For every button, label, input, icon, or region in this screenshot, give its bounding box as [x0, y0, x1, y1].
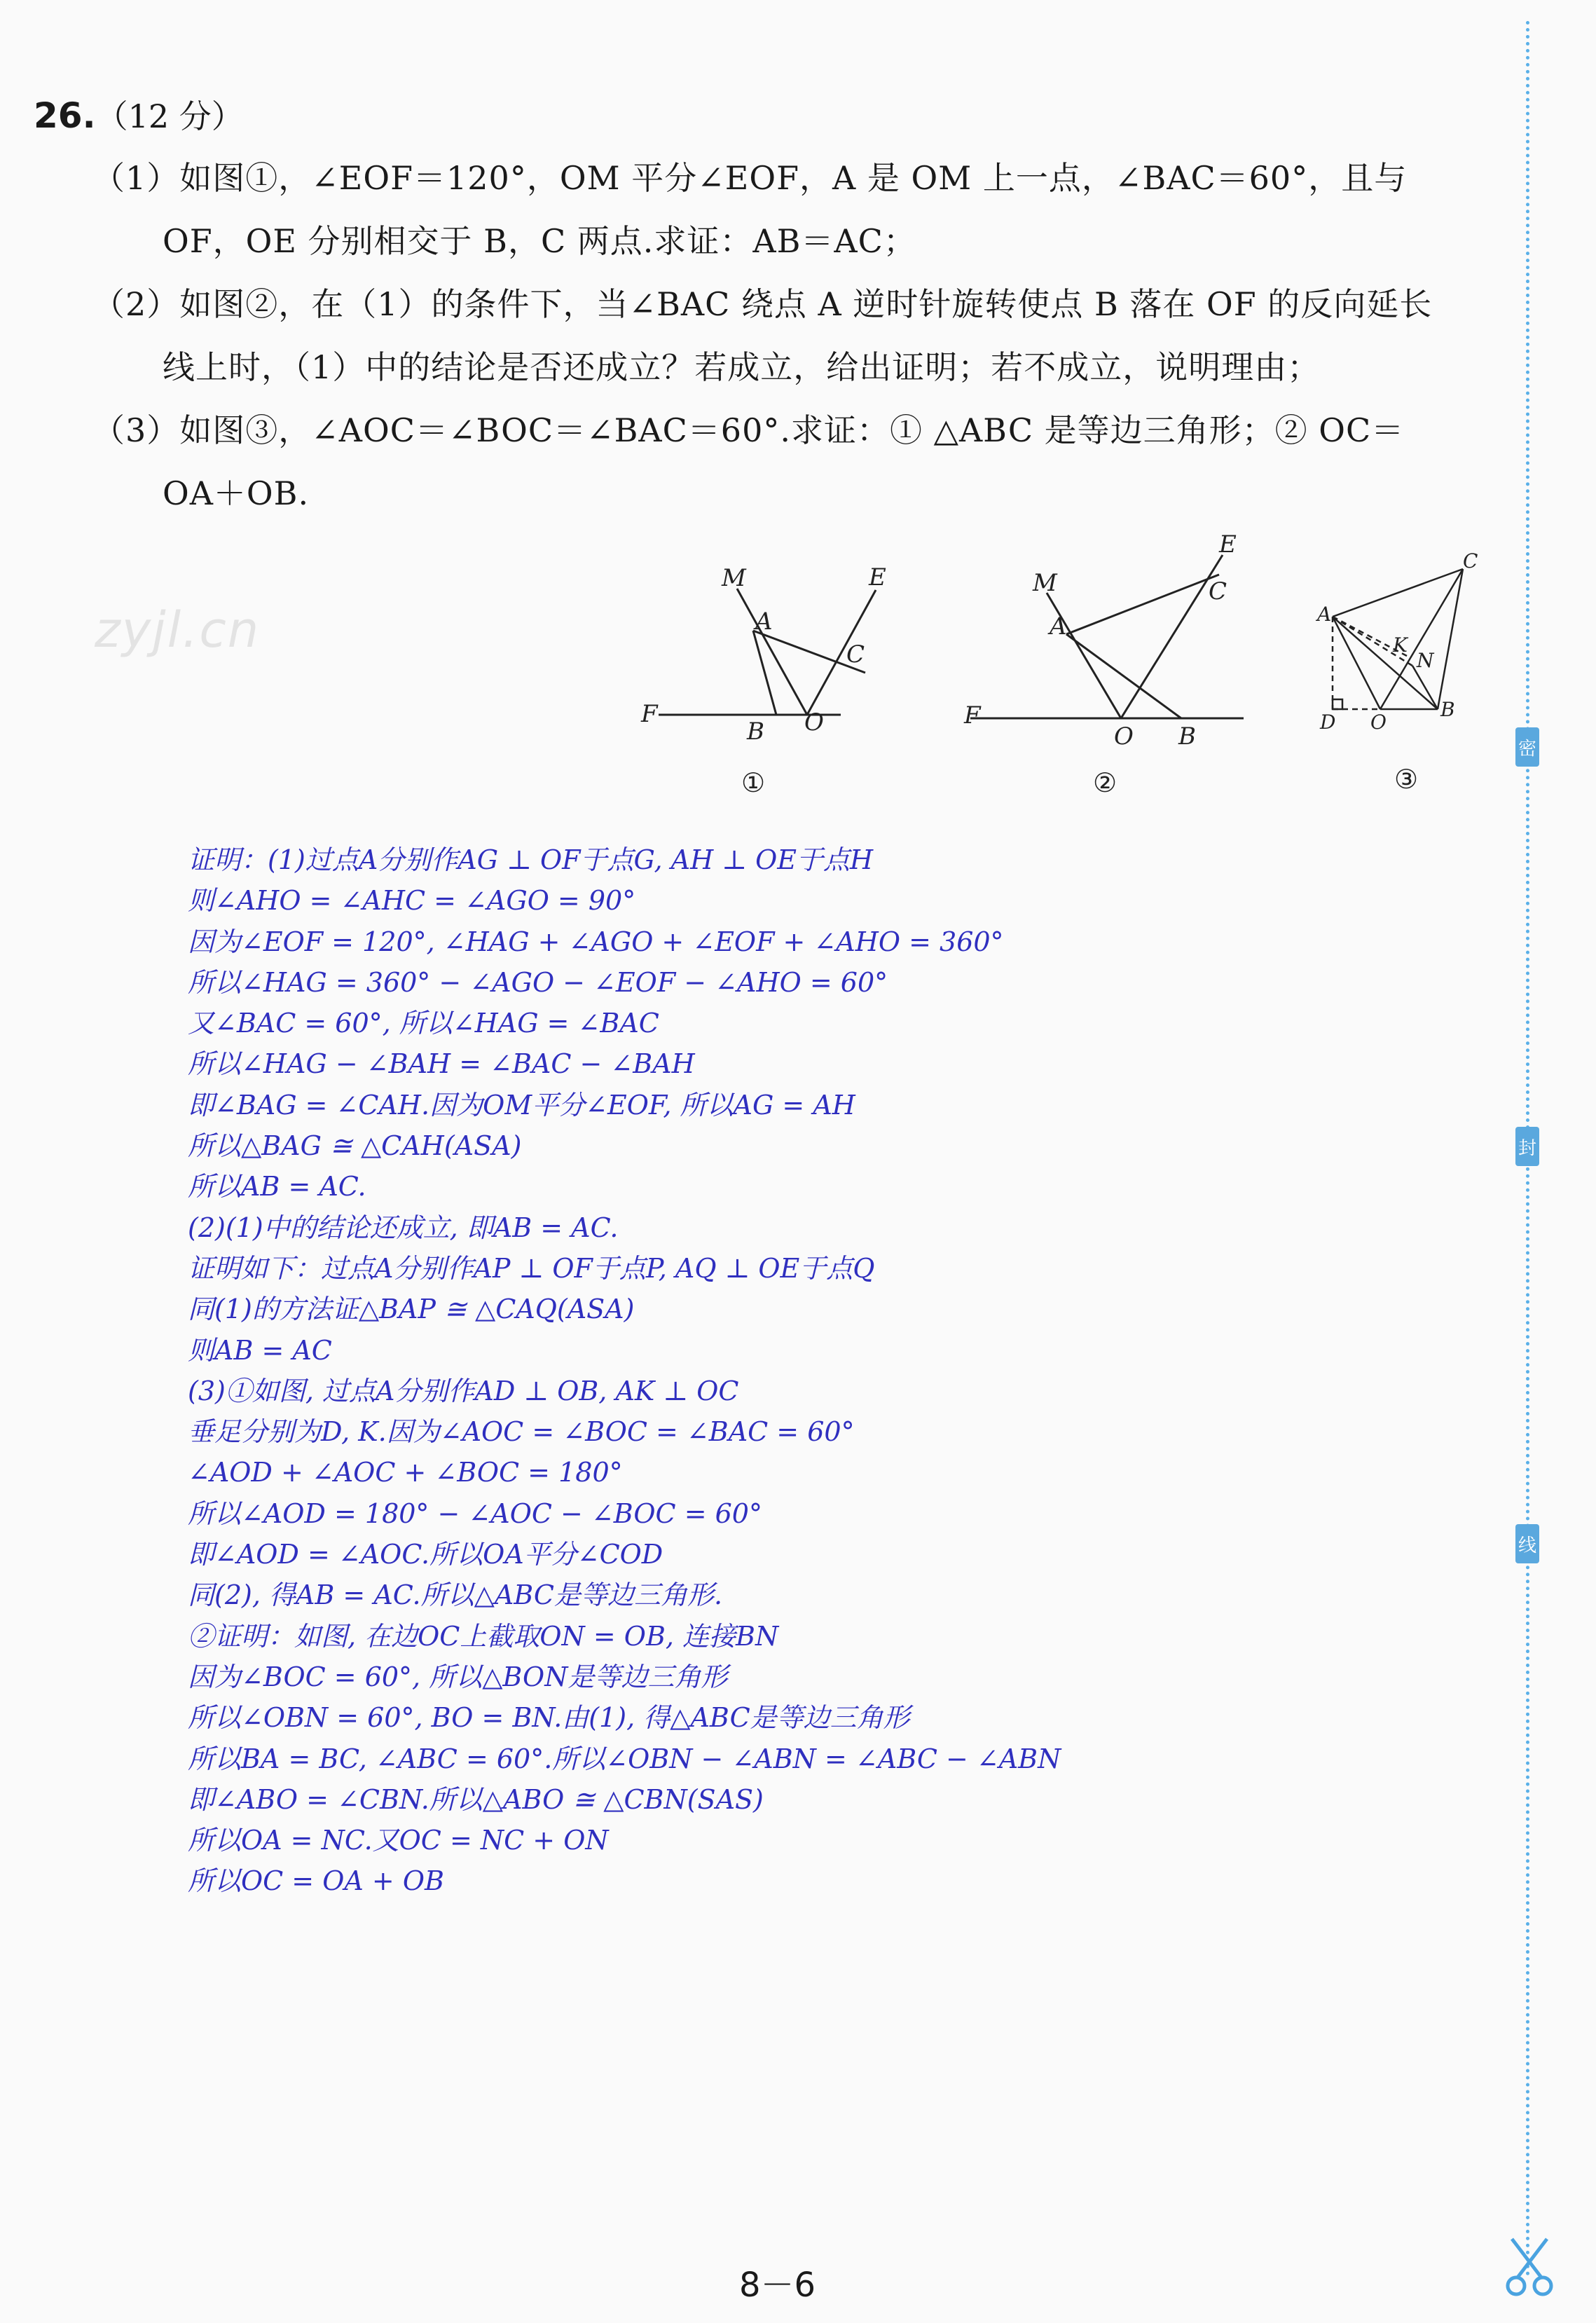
fig2-line-ab: [1066, 634, 1181, 718]
fig3-label-b: B: [1440, 698, 1455, 721]
solution-line: 垂足分别为D, K.因为∠AOC = ∠BOC = ∠BAC = 60°: [188, 1416, 855, 1448]
fig2-label-o: O: [1114, 722, 1134, 751]
solution-line: ②证明：如图, 在边OC上截取ON = OB, 连接BN: [188, 1620, 779, 1652]
fig1-label-f: F: [641, 700, 658, 728]
fig1-label-b: B: [747, 718, 764, 746]
fig3-line-ac: [1333, 569, 1463, 617]
solution-line: 又∠BAC = 60°, 所以∠HAG = ∠BAC: [188, 1008, 659, 1039]
fig1-label-e: E: [869, 563, 886, 591]
fig3-label-a: A: [1317, 603, 1332, 626]
watermark: zyjl.cn: [95, 601, 261, 659]
solution-block: [188, 840, 1061, 1902]
fig1-label-a: A: [755, 608, 773, 636]
solution-line: 则∠AHO = ∠AHC = ∠AGO = 90°: [188, 885, 636, 917]
fig2-line-ac: [1066, 575, 1219, 634]
problem-line-1: （1）如图①，∠EOF＝120°，OM 平分∠EOF，A 是 OM 上一点，∠BAC＝60°，且与: [92, 159, 1408, 197]
fig2-label-f: F: [964, 701, 981, 729]
solution-line: 证明如下：过点A分别作AP ⊥ OF于点P, AQ ⊥ OE于点Q: [188, 1252, 875, 1284]
fig1-label-c: C: [846, 640, 865, 669]
solution-line: 所以△BAG ≅ △CAH(ASA): [188, 1130, 522, 1162]
solution-line: ∠AOD + ∠AOC + ∠BOC = 180°: [188, 1457, 623, 1488]
solution-line: 同(1)的方法证△BAP ≅ △CAQ(ASA): [188, 1294, 635, 1325]
solution-line: 所以∠HAG = 360° − ∠AGO − ∠EOF − ∠AHO = 60°: [188, 966, 888, 998]
side-tab-seal: 密: [1515, 727, 1539, 767]
figure-1-labels: [640, 563, 886, 746]
solution-line: (2)(1)中的结论还成立, 即AB = AC.: [188, 1212, 619, 1243]
fig1-line-ab: [753, 631, 776, 715]
fig3-label-k: K: [1393, 633, 1408, 657]
problem-number: 26.: [34, 95, 96, 136]
solution-line: 所以∠HAG − ∠BAH = ∠BAC − ∠BAH: [188, 1048, 695, 1080]
fig3-line-nb: [1412, 666, 1438, 709]
fig2-label-b: B: [1178, 722, 1196, 751]
solution-line: 因为∠BOC = 60°, 所以△BON是等边三角形: [188, 1661, 728, 1692]
problem-line-3: （2）如图②，在（1）的条件下，当∠BAC 绕点 A 逆时针旋转使点 B 落在 OF 的反向延长: [92, 285, 1433, 323]
solution-line: 所以OC = OA + OB: [188, 1865, 444, 1897]
problem-line-5: （3）如图③，∠AOC＝∠BOC＝∠BAC＝60°.求证：① △ABC 是等边三角形；② OC＝: [92, 411, 1405, 449]
fig2-label-m: M: [1033, 569, 1057, 597]
fig2-label-a: A: [1050, 612, 1067, 640]
figure-3-labels: [1315, 549, 1478, 734]
solution-line: (3)①如图, 过点A分别作AD ⊥ OB, AK ⊥ OC: [188, 1375, 739, 1406]
solution-line: 所以OA = NC.又OC = NC + ON: [188, 1825, 609, 1856]
fig2-line-om: [1047, 593, 1121, 718]
problem-points: （12 分）: [95, 97, 244, 135]
fig1-caption: ①: [741, 767, 766, 798]
fig3-label-c: C: [1463, 549, 1478, 573]
fig1-label-o: O: [804, 708, 824, 736]
side-tab-line: 线: [1515, 1524, 1539, 1563]
solution-line: 即∠ABO = ∠CBN.所以△ABO ≅ △CBN(SAS): [188, 1783, 764, 1815]
figures: [617, 519, 1513, 813]
figures-svg: [617, 519, 1513, 813]
fig2-label-c: C: [1209, 577, 1227, 605]
fig3-label-d: D: [1320, 711, 1336, 734]
solution-line: 所以∠AOD = 180° − ∠AOC − ∠BOC = 60°: [188, 1498, 762, 1529]
solution-line: 即∠BAG = ∠CAH.因为OM平分∠EOF, 所以AG = AH: [188, 1089, 855, 1121]
solution-line: 即∠AOD = ∠AOC.所以OA平分∠COD: [188, 1539, 663, 1570]
solution-line: 则AB = AC: [188, 1334, 332, 1366]
fig1-label-m: M: [722, 564, 746, 592]
fig1-line-oe: [807, 590, 876, 715]
fig3-label-n: N: [1417, 649, 1434, 672]
scissors-icon: [1505, 2235, 1554, 2301]
solution-line: 所以AB = AC.: [188, 1171, 366, 1202]
fig3-line-oa: [1333, 617, 1380, 709]
solution-line: 所以∠OBN = 60°, BO = BN.由(1), 得△ABC是等边三角形: [188, 1702, 910, 1734]
side-tab-fold: 封: [1515, 1127, 1539, 1166]
solution-line: 同(2), 得AB = AC.所以△ABC是等边三角形.: [188, 1579, 723, 1611]
page-number: 8－6: [739, 2266, 816, 2305]
figure-2: [970, 555, 1244, 718]
problem-line-6: OA＋OB.: [163, 474, 310, 512]
fig3-caption: ③: [1394, 764, 1419, 795]
solution-line: 所以BA = BC, ∠ABC = 60°.所以∠OBN − ∠ABN = ∠ABC − ∠ABN: [188, 1743, 1061, 1774]
solution-line: 因为∠EOF = 120°, ∠HAG + ∠AGO + ∠EOF + ∠AHO = 360°: [188, 926, 1004, 957]
fig3-right-angle-mark: [1333, 699, 1342, 709]
problem-line-4: 线上时，（1）中的结论是否还成立？若成立，给出证明；若不成立，说明理由；: [163, 348, 1321, 386]
fig3-label-o: O: [1370, 711, 1387, 734]
solution-line: 证明：(1)过点A分别作AG ⊥ OF于点G, AH ⊥ OE于点H: [188, 844, 874, 875]
problem-line-2: OF，OE 分别相交于 B，C 两点.求证：AB＝AC；: [163, 222, 916, 260]
problem-header: [34, 91, 244, 137]
fig2-label-e: E: [1219, 530, 1237, 559]
fig2-caption: ②: [1093, 767, 1117, 798]
